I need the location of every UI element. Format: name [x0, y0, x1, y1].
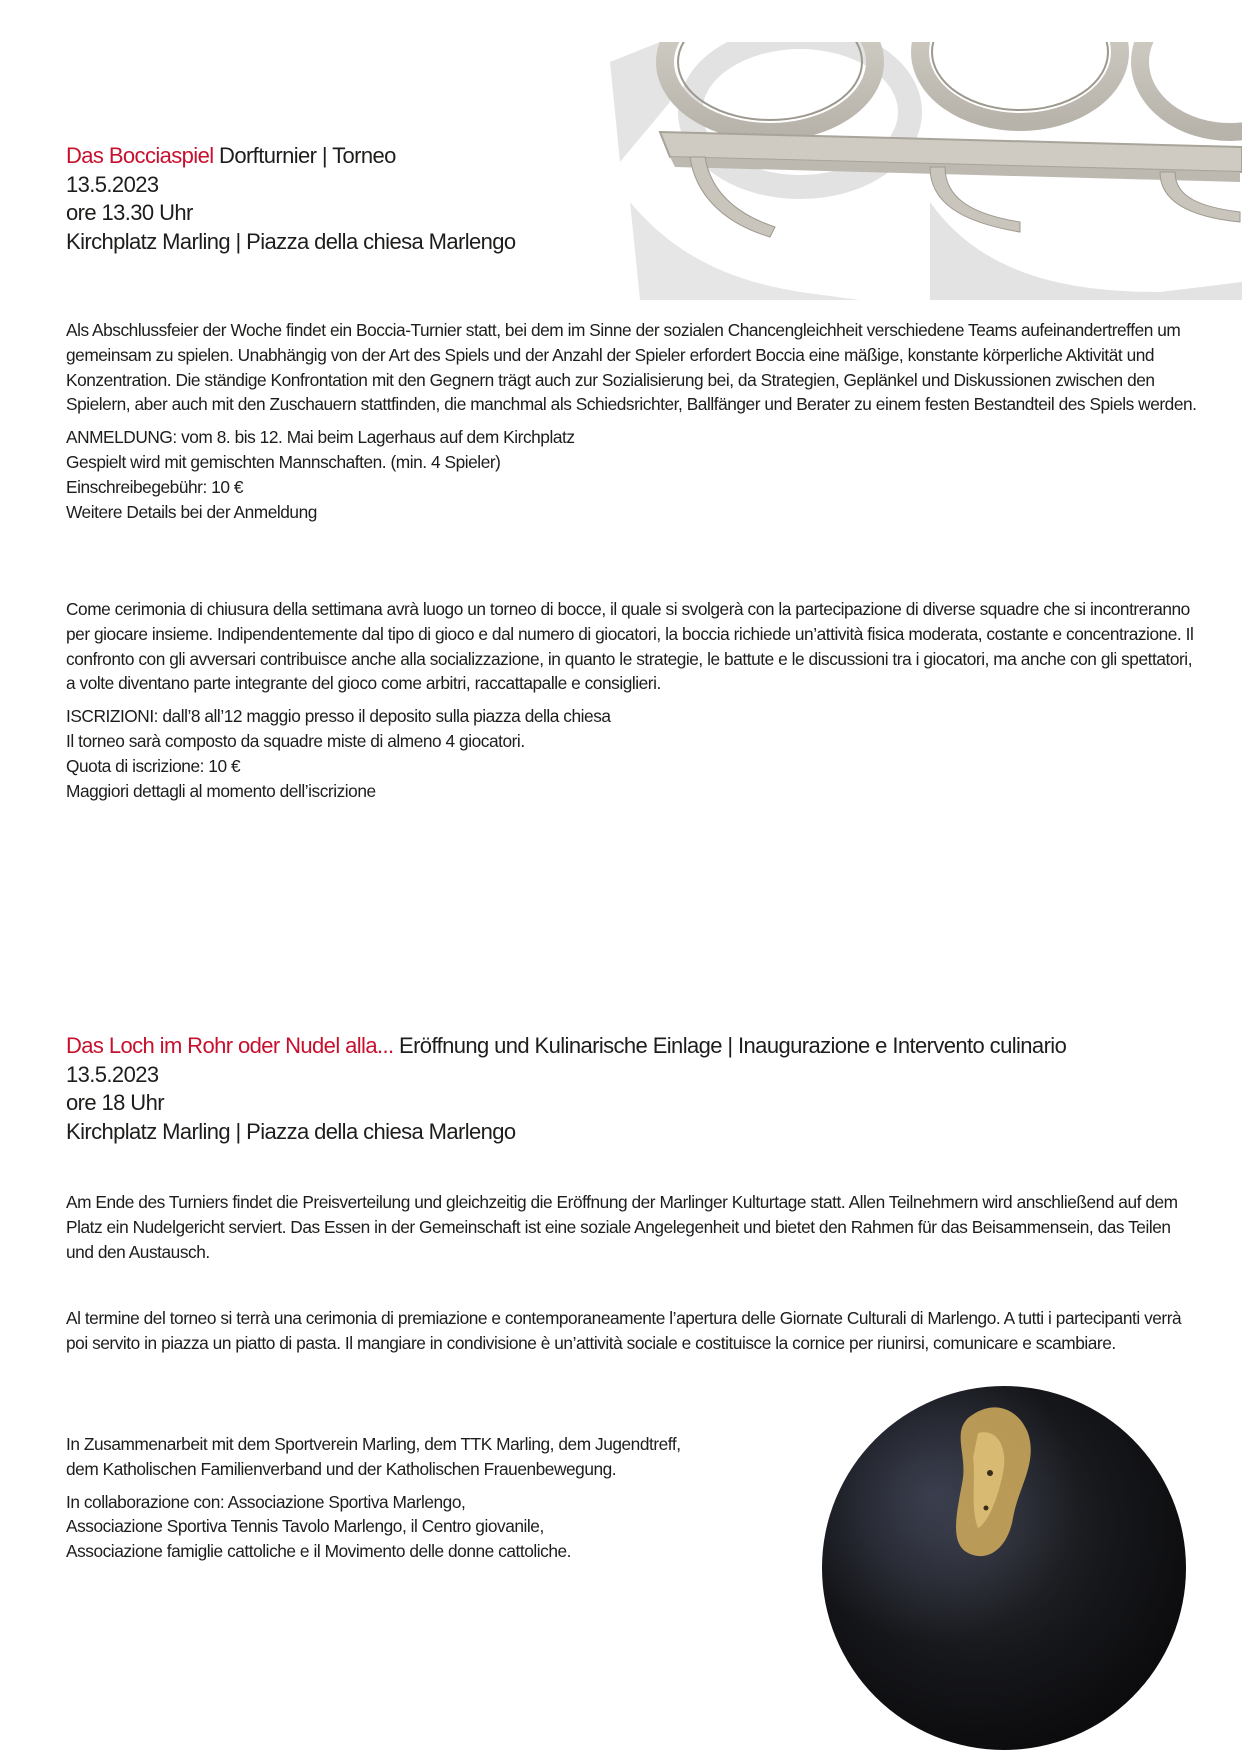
event1-german-detail: Einschreibegebühr: 10 €: [66, 476, 243, 497]
credits-german-line: In Zusammenarbeit mit dem Sportverein Marling, dem TTK Marling, dem Jugendtreff,: [66, 1434, 681, 1454]
event1-title: [66, 142, 516, 171]
event2-header: [66, 1032, 1066, 1147]
event1-place: Kirchplatz Marling | Piazza della chiesa Marlengo: [66, 229, 516, 255]
boccia-rack-photo: [600, 42, 1242, 300]
event1-time: ore 13.30 Uhr: [66, 200, 193, 226]
credits-italian-line: Associazione famiglie cattoliche e il Movimento delle donne cattoliche.: [66, 1541, 572, 1562]
event1-german-block: [66, 318, 1201, 524]
event2-italian-block: [66, 1306, 1201, 1356]
event1-german-detail: Gespielt wird mit gemischten Mannschaften. (min. 4 Spieler): [66, 451, 501, 472]
event2-german-block: [66, 1190, 1201, 1264]
event2-german-paragraph: Am Ende des Turniers findet die Preisverteilung und gleichzeitig die Eröffnung der Marlinger Kulturtage statt. Allen Teilnehmern wird anschließend auf dem Platz ein Nudelgericht serviert. Das Essen in der Gemeinschaft ist eine soziale Angelegenheit und bietet den Rahmen für das Beisammensein, das Teilen und den Austausch.: [66, 1192, 1178, 1262]
event2-title: [66, 1032, 1066, 1061]
event1-title-rest: Dorfturnier | Torneo: [213, 143, 396, 168]
credits-block: [66, 1432, 766, 1564]
event1-date: 13.5.2023: [66, 171, 159, 197]
event2-place: Kirchplatz Marling | Piazza della chiesa Marlengo: [66, 1119, 516, 1145]
event1-header: [66, 142, 516, 257]
event1-german-detail: Weitere Details bei der Anmeldung: [66, 501, 317, 522]
event1-italian-detail: Quota di iscrizione: 10 €: [66, 755, 241, 776]
event2-date: 13.5.2023: [66, 1061, 159, 1087]
event2-title-rest: Eröffnung und Kulinarische Einlage | Inaugurazione e Intervento culinario: [393, 1033, 1067, 1058]
credits-german-line: dem Katholischen Familienverband und der Katholischen Frauenbewegung.: [66, 1458, 617, 1479]
event1-italian-block: [66, 597, 1201, 803]
event1-italian-detail: ISCRIZIONI: dall’8 all’12 maggio presso il deposito sulla piazza della chiesa: [66, 706, 611, 727]
event1-german-paragraph: Als Abschlussfeier der Woche findet ein Boccia-Turnier statt, bei dem im Sinne der sozialen Chancengleichheit verschiedene Teams aufeinandertreffen um gemeinsam zu spielen. Unabhängig von der Art des Spiels und der Anzahl der Spieler erfordert Boccia eine mäßige, konstante körperliche Aktivität und Konzentration. Die ständige Konfrontation mit den Gegnern trägt auch zur Sozialisierung bei, da Strategien, Geplänkel und Diskussionen zwischen den Spielern, aber auch mit den Zuschauern stattfinden, die manchmal als Schiedsrichter, Ballfänger und Berater zu einem festen Bestandteil des Spiels werden.: [66, 320, 1197, 415]
event2-time: ore 18 Uhr: [66, 1090, 164, 1116]
event1-italian-detail: Maggiori dettagli al momento dell’iscrizione: [66, 780, 376, 801]
event1-title-red: Das Bocciaspiel: [66, 143, 214, 168]
credits-italian-line: Associazione Sportiva Tennis Tavolo Marlengo, il Centro giovanile,: [66, 1516, 544, 1537]
credits-italian-line: In collaborazione con: Associazione Sportiva Marlengo,: [66, 1491, 466, 1512]
event1-italian-detail: Il torneo sarà composto da squadre miste di almeno 4 giocatori.: [66, 730, 525, 751]
event1-italian-paragraph: Come cerimonia di chiusura della settimana avrà luogo un torneo di bocce, il quale si svolgerà con la partecipazione di diverse squadre che si incontreranno per giocare insieme. Indipendentemente dal tipo di gioco e dal numero di giocatori, la boccia richiede un’attività fisica moderata, costante e concentrazione. Il confronto con gli avversari contribuisce anche alla socializzazione, in quanto le strategie, le battute e le discussioni tra i giocatori, ma anche con gli spettatori, a volte diventano parte integrante del gioco come arbitri, raccattapalle e consiglieri.: [66, 599, 1194, 694]
event1-german-detail: ANMELDUNG: vom 8. bis 12. Mai beim Lagerhaus auf dem Kirchplatz: [66, 427, 575, 448]
boccia-ball-photo: [818, 1378, 1190, 1754]
event2-title-red: Das Loch im Rohr oder Nudel alla...: [66, 1033, 394, 1058]
event2-italian-paragraph: Al termine del torneo si terrà una cerimonia di premiazione e contemporaneamente l’apertura delle Giornate Culturali di Marlengo. A tutti i partecipanti verrà poi servito in piazza un piatto di pasta. Il mangiare in condivisione è un’attività sociale e costituisce la cornice per riunirsi, comunicare e scambiare.: [66, 1308, 1182, 1353]
